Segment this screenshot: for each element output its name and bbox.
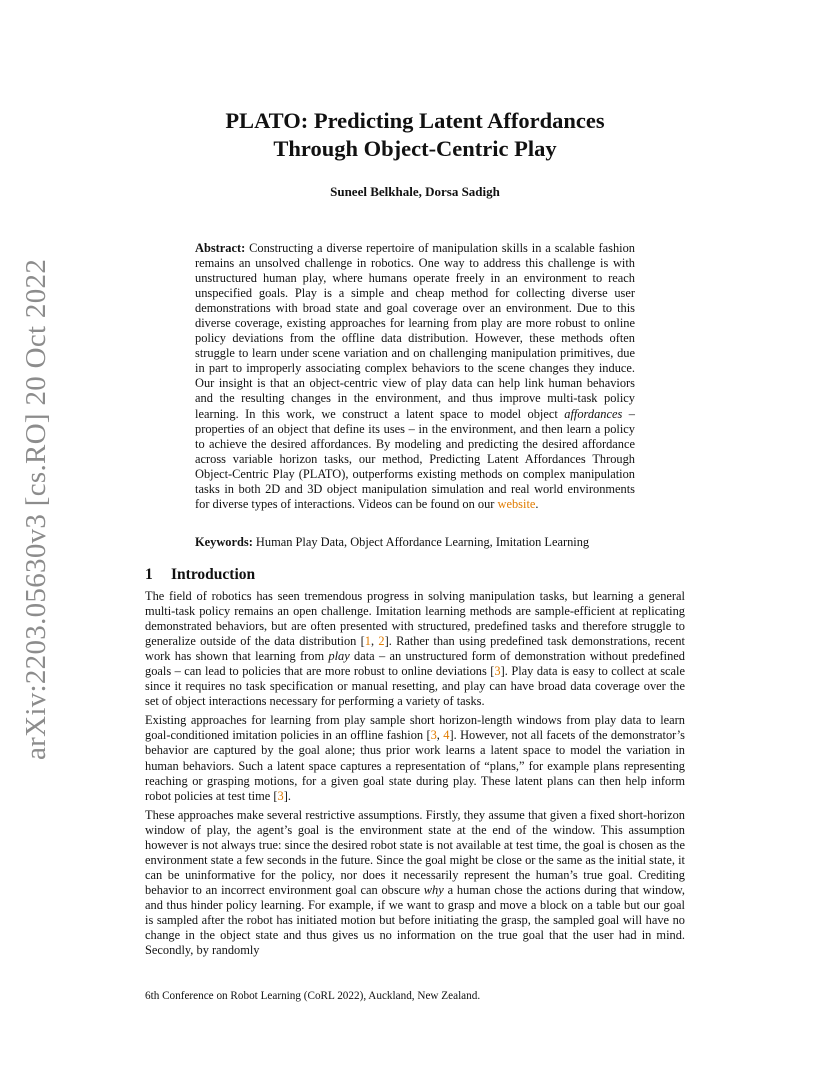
- section-number: 1: [145, 566, 153, 583]
- section-heading: [145, 566, 255, 584]
- title-line-2: Through Object-Centric Play: [273, 136, 557, 161]
- citation-link[interactable]: 4: [443, 728, 450, 743]
- citation-link[interactable]: 3: [277, 788, 284, 803]
- p2-text-a: Existing approaches for learning from play sample short horizon-length windows from play data to learn goal-conditioned imitation policies in an offline fashion [: [145, 713, 685, 743]
- p1-sep: ,: [370, 634, 379, 649]
- p2-text-c: ].: [283, 788, 291, 803]
- abstract: [195, 241, 635, 512]
- p2-text-b: ]. However, not all facets of the demonstrator’s behavior are captured by the goal alone; thus prior work learns a latent space to model the variation in human behaviors. Such a latent space captures a representation of “plans,” for example plans representing reaching or grasping motions, for a given goal state during play. These latent plans can then help inform robot policies at test time [: [145, 728, 685, 803]
- abstract-italic: affordances: [564, 406, 623, 421]
- p1-italic: play: [328, 649, 350, 664]
- p3-italic: why: [423, 882, 444, 897]
- section-title: Introduction: [171, 566, 256, 583]
- abstract-text-3: .: [535, 496, 539, 511]
- citation-link[interactable]: 3: [430, 728, 437, 743]
- paragraph-3: [145, 808, 685, 958]
- abstract-label: Abstract:: [195, 241, 246, 255]
- p1-text-d: ]. Play data is easy to collect at scale since it requires no task specification or manual resetting, and play can have broad data coverage over the set of object interactions necessary for performing a variety of tasks.: [145, 664, 685, 709]
- p3-text-b: a human chose the actions during that window, and thus hinder policy learning. For example, if we want to grasp and move a block on a table but our goal is sampled after the robot has initiated motion but before initiating the grasp, the sampled goal will have no change in the object state and thus gives us no information on the true goal that the user had in mind. Secondly, by randomly: [145, 882, 685, 958]
- title-line-1: PLATO: Predicting Latent Affordances: [225, 108, 605, 133]
- introduction-body: [145, 589, 685, 962]
- p1-text-a: The field of robotics has seen tremendous progress in solving manipulation tasks, but learning a general multi-task policy remains an open challenge. Imitation learning methods are sample-efficient at replicating demonstrated behaviors, but are often presented with structured, predefined tasks and therefore struggle to generalize outside of the data distribution [: [145, 589, 685, 649]
- website-link[interactable]: website: [497, 496, 536, 511]
- p3-text-a: These approaches make several restrictive assumptions. Firstly, they assume that given a fixed short-horizon window of play, the agent’s goal is the environment state at the end of the window. This assumption however is not always true: since the desired robot state is not available at test time, the goal is chosen as the environment state a few seconds in the future. Since the goal might be close or the same as the initial state, it can be uninformative for the policy, nor does it necessarily represent the human’s true goal. Crediting behavior to an incorrect environment goal can obscure: [145, 807, 685, 897]
- keywords: [195, 535, 635, 550]
- citation-link[interactable]: 3: [494, 664, 501, 679]
- keywords-text: Human Play Data, Object Affordance Learning, Imitation Learning: [252, 535, 590, 549]
- conference-footer: 6th Conference on Robot Learning (CoRL 2022), Auckland, New Zealand.: [145, 990, 481, 1002]
- citation-link[interactable]: 1: [364, 634, 371, 649]
- p2-sep: ,: [436, 728, 444, 743]
- paragraph-2: [145, 713, 685, 803]
- arxiv-identifier: arXiv:2203.05630v3 [cs.RO] 20 Oct 2022: [20, 258, 52, 760]
- abstract-text-2: – properties of an object that define its uses – in the environment, and then learn a policy to achieve the desired affordances. By modeling and predicting the desired affordance across variable horizon tasks, our method, Predicting Latent Affordances Through Object-Centric Play (PLATO), outperforms existing methods on complex manipulation tasks in both 2D and 3D object manipulation simulation and real world environments for diverse types of interactions. Videos can be found on our: [195, 406, 635, 511]
- citation-link[interactable]: 2: [378, 634, 385, 649]
- keywords-label: Keywords:: [195, 535, 253, 549]
- abstract-text-1: Constructing a diverse repertoire of manipulation skills in a scalable fashion remains an unsolved challenge in robotics. One way to address this challenge is with unstructured human play, where humans operate freely in an environment to reach unspecified goals. Play is a simple and cheap method for collecting diverse user demonstrations with broad state and goal coverage over an environment. Due to this diverse coverage, existing approaches for learning from play are more robust to online policy deviations from the offline data distribution. However, these methods often struggle to learn under scene variation and on challenging manipulation primitives, due in part to improperly associating complex behaviors to the scene changes they induce. Our insight is that an object-centric view of play data can help link human behaviors and the resulting changes in the environment, and thus improve multi-task policy learning. In this work, we construct a latent space to model object: [195, 241, 635, 421]
- p1-text-b: ]. Rather than using predefined task demonstrations, recent work has shown that learning from: [145, 634, 685, 664]
- paper-title: [145, 107, 685, 163]
- p1-text-c: data – an unstructured form of demonstration without predefined goals – can lead to policies that are more robust to online deviations [: [145, 649, 685, 679]
- paragraph-1: [145, 589, 685, 709]
- authors: Suneel Belkhale, Dorsa Sadigh: [330, 184, 500, 199]
